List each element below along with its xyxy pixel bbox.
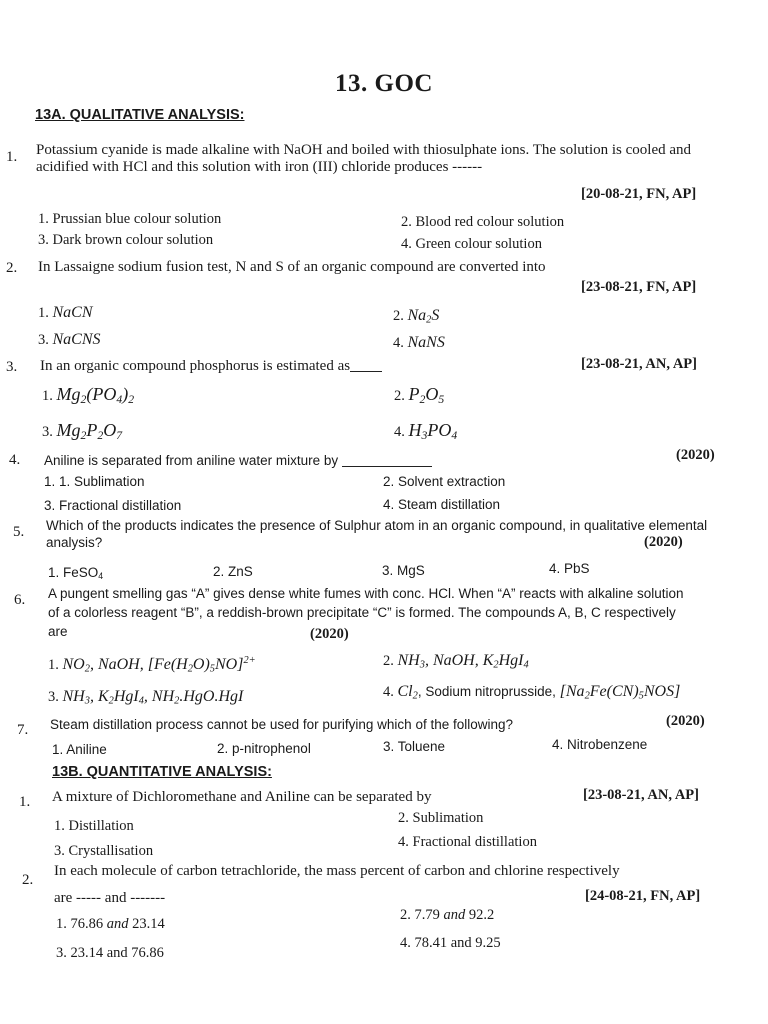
option-1: 1. Aniline (52, 742, 107, 757)
option-2: 2. Solvent extraction (383, 474, 506, 489)
chem-formula: $Mg_2(PO_4)_2$ (56, 384, 135, 406)
option-number: 1. (48, 657, 63, 674)
option-2: 2. Sublimation (398, 810, 484, 826)
option-text: , Sodium nitroprusside, (417, 684, 560, 699)
option-1: 1. Prussian blue colour solution (38, 211, 222, 227)
option-3 (42, 420, 122, 442)
chem-formula: NaCNS (52, 331, 101, 348)
option-4 (394, 420, 457, 442)
option-3 (38, 331, 101, 349)
option-number: 1. (42, 388, 57, 404)
question-number: 1. (19, 794, 31, 810)
question-text-continuation: are ----- and ------- (54, 890, 166, 906)
option-number: 1. (38, 305, 53, 321)
question-text (40, 358, 460, 375)
question-source-tag: [23-08-21, AN, AP] (581, 356, 697, 372)
question-number: 3. (6, 359, 18, 375)
option-3: 3. MgS (382, 563, 425, 578)
option-label: 1. FeSO (48, 565, 99, 580)
section-heading-quantitative: 13B. QUANTITATIVE ANALYSIS: (52, 764, 272, 780)
option-1 (56, 916, 165, 933)
question-source-tag: (2020) (666, 713, 705, 729)
question-text-content: Aniline is separated from aniline water mixture by (44, 453, 339, 468)
question-text: Potassium cyanide is made alkaline with NaOH and boiled with thiosulphate ions. The solution is cooled and acidified with HCl and this solution with iron (III) chloride produces ------ (36, 142, 692, 175)
section-heading-qualitative: 13A. QUALITATIVE ANALYSIS: (35, 107, 245, 123)
option-subscript: 4 (98, 571, 104, 582)
question-number: 2. (6, 260, 18, 276)
question-number: 6. (14, 592, 26, 608)
question-text (44, 452, 484, 469)
chem-formula: $NH_3$, $K_2HgI_4$, $NH_2.HgO.HgI$ (62, 688, 244, 707)
question-number: 4. (9, 452, 21, 468)
chem-formula: $Mg_2P_2O_7$ (56, 420, 123, 442)
option-label: 2. 7.79 (400, 907, 444, 923)
question-source-tag: (2020) (676, 447, 715, 463)
option-number: 3. (38, 332, 53, 348)
option-1: 1. 1. Sublimation (44, 474, 145, 489)
chem-formula: $Cl_2$ (397, 683, 418, 702)
option-label: 1. 76.86 (56, 916, 107, 932)
option-1 (48, 655, 256, 675)
option-2 (400, 907, 494, 924)
chem-formula: $Na_2S$ (407, 307, 440, 326)
option-label: 92.2 (465, 907, 495, 923)
option-number: 4. (394, 424, 409, 440)
option-4: 4. Fractional distillation (398, 834, 537, 850)
option-3: 3. Toluene (383, 739, 446, 754)
question-text: In Lassaigne sodium fusion test, N and S of an organic compound are converted into (38, 259, 546, 275)
option-number: 3. (42, 424, 57, 440)
question-source-tag: [23-08-21, FN, AP] (581, 279, 697, 295)
option-3: 3. Dark brown colour solution (38, 232, 214, 248)
question-text-content: In an organic compound phosphorus is estimated as (40, 358, 351, 374)
option-2 (394, 384, 444, 406)
option-number: 2. (383, 653, 398, 669)
option-4: 4. PbS (549, 561, 590, 576)
option-3: 3. 23.14 and 76.86 (56, 945, 164, 961)
chem-formula: NaCN (52, 304, 93, 321)
page-title: 13. GOC (335, 70, 433, 97)
question-text: Steam distillation process cannot be used for purifying which of the following? (50, 717, 514, 732)
option-label: 23.14 (128, 916, 165, 932)
option-2 (393, 307, 439, 326)
option-number: 2. (393, 308, 408, 324)
option-2: 2. p-nitrophenol (217, 741, 311, 756)
chem-formula: $H_3PO_4$ (408, 420, 458, 442)
question-number: 5. (13, 524, 25, 540)
question-text: Which of the products indicates the presence of Sulphur atom in an organic compound, in qualitative elemental analysis? (46, 518, 708, 550)
question-source-tag: [20-08-21, FN, AP] (581, 186, 697, 202)
option-4: 4. Nitrobenzene (552, 737, 648, 752)
chem-formula: $NO_2$, NaOH, $[Fe(H_2O)_5NO]^{2+}$ (62, 655, 256, 675)
question-source-tag: [24-08-21, FN, AP] (585, 888, 701, 904)
question-source-tag: (2020) (310, 626, 349, 642)
option-3: 3. Crystallisation (54, 843, 154, 859)
option-number: 2. (394, 388, 409, 404)
option-3: 3. Fractional distillation (44, 498, 182, 513)
option-number: 4. (393, 335, 408, 351)
answer-blank (350, 370, 382, 372)
question-text: In each molecule of carbon tetrachloride, the mass percent of carbon and chlorine respectively (54, 863, 620, 879)
option-4 (393, 334, 445, 352)
option-number: 4. (383, 684, 398, 700)
question-number: 1. (6, 149, 18, 165)
option-3 (48, 688, 243, 707)
option-4 (383, 683, 680, 702)
option-connector: and (443, 907, 466, 923)
question-source-tag: (2020) (644, 534, 683, 550)
answer-blank (342, 465, 432, 467)
option-1 (48, 565, 103, 581)
question-number: 2. (22, 872, 34, 888)
option-1 (42, 384, 134, 406)
option-number: 3. (48, 689, 63, 705)
option-connector: and (106, 916, 129, 932)
option-1: 1. Distillation (54, 818, 134, 834)
option-2 (383, 652, 529, 671)
question-text: A pungent smelling gas “A” gives dense white fumes with conc. HCl. When “A” reacts with alkaline solution of a colorless reagent “B”, a reddish-brown precipitate “C” is formed. The compounds A, B, C respectively are (48, 586, 684, 639)
question-source-tag: [23-08-21, AN, AP] (583, 787, 699, 803)
question-number: 7. (17, 722, 29, 738)
option-4: 4. 78.41 and 9.25 (400, 935, 501, 951)
question-text: A mixture of Dichloromethane and Aniline can be separated by (52, 789, 432, 805)
option-2: 2. ZnS (213, 564, 253, 579)
option-4: 4. Steam distillation (383, 497, 501, 512)
option-1 (38, 304, 93, 322)
chem-formula: $[Na_2Fe(CN)_5NOS]$ (559, 683, 681, 702)
option-4: 4. Green colour solution (401, 236, 542, 252)
chem-formula: NaNS (407, 334, 445, 351)
chem-formula: $P_2O_5$ (408, 384, 445, 406)
option-2: 2. Blood red colour solution (401, 214, 565, 230)
chem-formula: $NH_3$, NaOH, $K_2HgI_4$ (397, 652, 529, 671)
